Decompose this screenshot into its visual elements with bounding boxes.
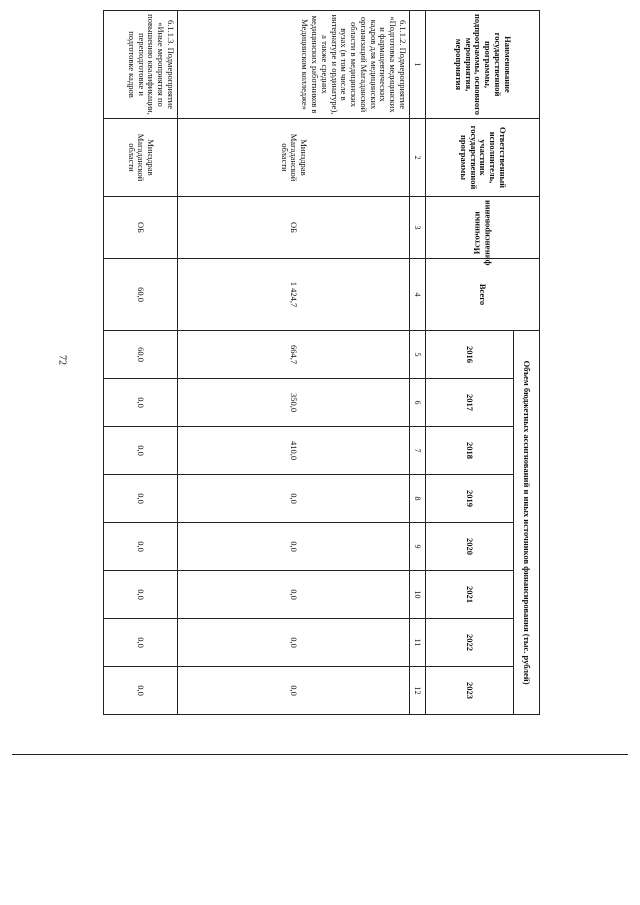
column-number: 11 — [410, 619, 426, 667]
header-year: 2016 — [426, 331, 514, 379]
column-number: 1 — [410, 11, 426, 119]
row-value: 0,0 — [104, 379, 178, 427]
row-value: 0,0 — [178, 619, 410, 667]
row-value: 0,0 — [104, 571, 178, 619]
table-row — [104, 11, 178, 715]
header-funding-source — [426, 197, 540, 266]
row-value: 0,0 — [178, 571, 410, 619]
row-value: 664,7 — [178, 331, 410, 379]
row-value: 0,0 — [178, 475, 410, 523]
column-number: 5 — [410, 331, 426, 379]
header-year: 2020 — [426, 523, 514, 571]
row-value: 410,0 — [178, 427, 410, 475]
column-number: 7 — [410, 427, 426, 475]
column-number: 2 — [410, 119, 426, 197]
row-value: 0,0 — [104, 475, 178, 523]
financing-table-rotated — [100, 10, 540, 714]
column-number: 3 — [410, 197, 426, 259]
header-funding-volume: Объем бюджетных ассигнований и иных источников финансирования (тыс. рублей) — [514, 331, 540, 715]
header-total: Всего — [426, 259, 540, 331]
row-funding-source: ОБ — [104, 197, 178, 259]
row-value: 0,0 — [104, 523, 178, 571]
row-total: 60,0 — [104, 259, 178, 331]
bottom-divider — [12, 754, 628, 755]
column-number: 12 — [410, 667, 426, 715]
financing-table — [103, 10, 540, 715]
row-program-name: 6.1.1.3. Подмероприятие «Иные мероприятия по повышению квалификации, переподготовке и подготовке кадров — [104, 11, 178, 119]
table-row — [178, 11, 410, 715]
row-value: 60,0 — [104, 331, 178, 379]
page-number: 72 — [56, 355, 68, 365]
row-executor: Минздрав Магаданской области — [178, 119, 410, 197]
row-funding-source: ОБ — [178, 197, 410, 259]
header-program-name: Наименование государственной программы, подпрограммы, основного мероприятия, мероприятия — [426, 11, 540, 119]
row-value: 0,0 — [178, 523, 410, 571]
header-year: 2023 — [426, 667, 514, 715]
row-executor: Минздрав Магаданской области — [104, 119, 178, 197]
row-value: 0,0 — [104, 667, 178, 715]
row-value: 350,0 — [178, 379, 410, 427]
row-value: 0,0 — [104, 427, 178, 475]
header-year: 2022 — [426, 619, 514, 667]
row-value: 0,0 — [178, 667, 410, 715]
row-total: 1 424,7 — [178, 259, 410, 331]
header-executor: Ответственный исполнитель, участник государственной программы — [426, 119, 540, 197]
column-number: 10 — [410, 571, 426, 619]
header-year: 2019 — [426, 475, 514, 523]
column-number: 4 — [410, 259, 426, 331]
column-number: 8 — [410, 475, 426, 523]
header-year: 2018 — [426, 427, 514, 475]
row-value: 0,0 — [104, 619, 178, 667]
row-program-name: 6.1.1.2. Подмероприятие «Подготовка медицинских и фармацевтических кадров для медицинских организаций Магаданской области в медицинских вузах (в том числе в интернатуре и ординатуре), а также средних медицинских работников в Медицинском колледже» — [178, 11, 410, 119]
column-number: 6 — [410, 379, 426, 427]
column-number: 9 — [410, 523, 426, 571]
header-year: 2017 — [426, 379, 514, 427]
header-funding-source-text: Источники финансирования — [471, 199, 492, 266]
header-year: 2021 — [426, 571, 514, 619]
